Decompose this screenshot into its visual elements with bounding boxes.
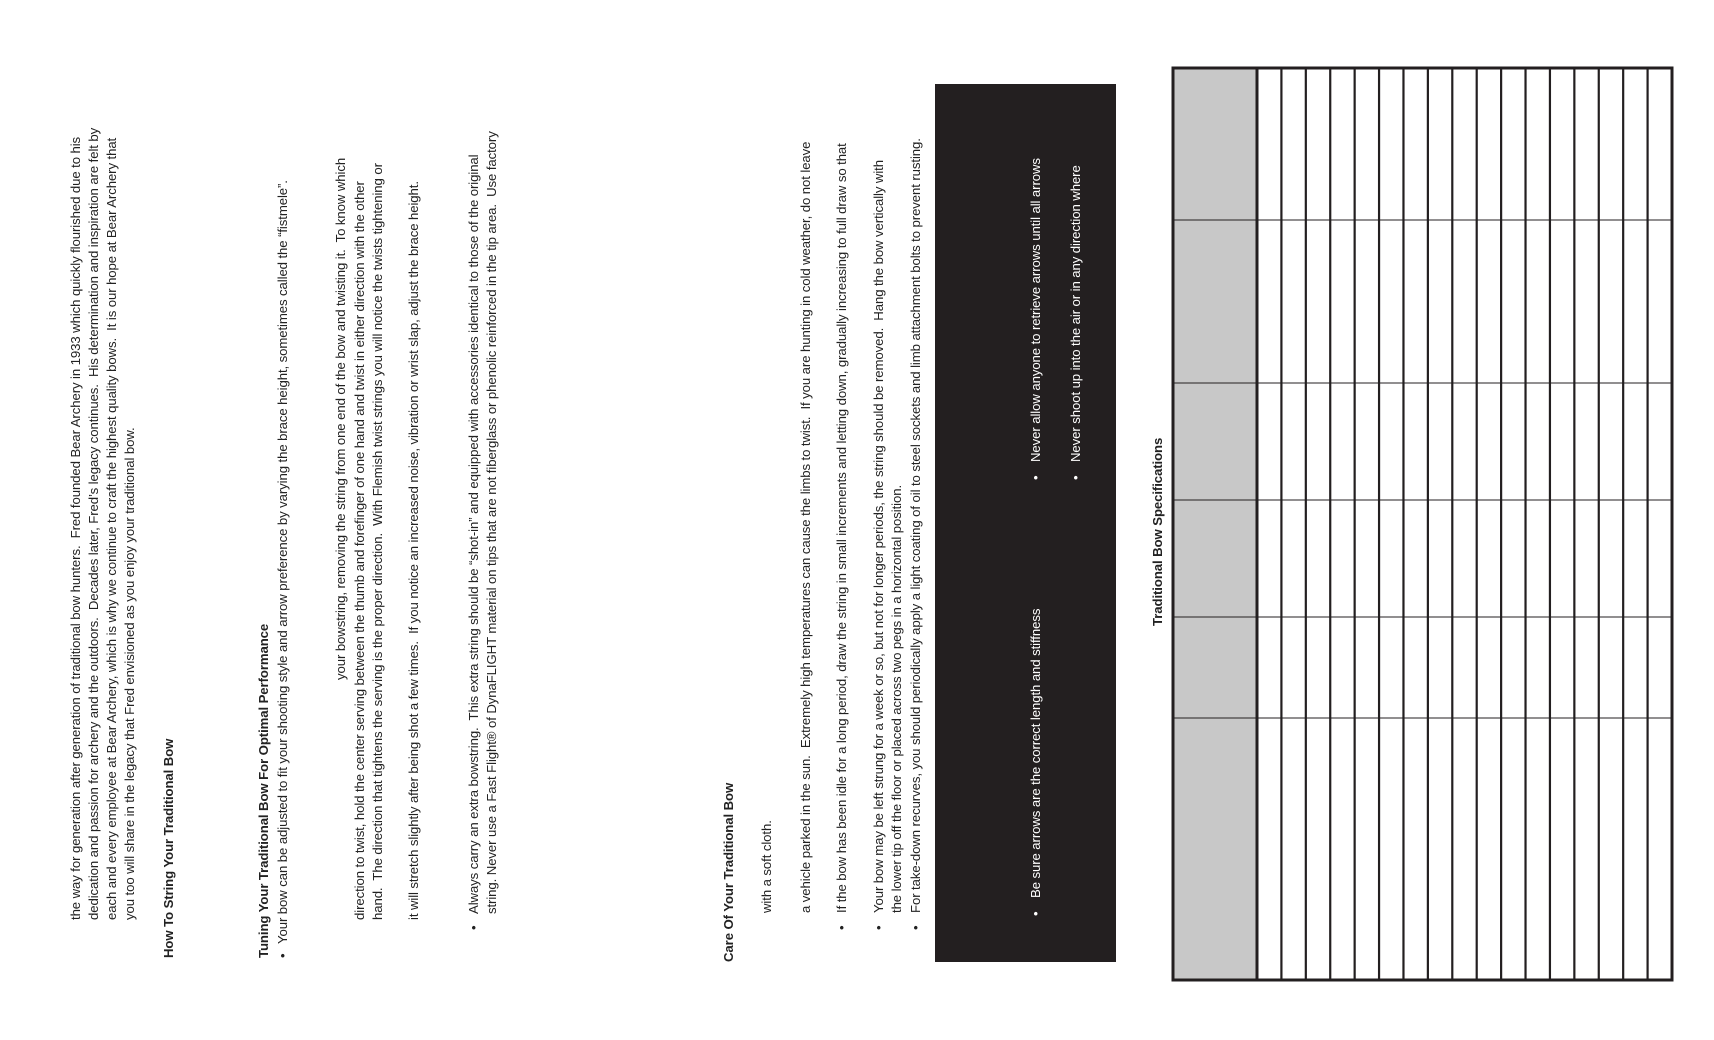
intro-line-2: dedication and passion for archery and the outdoors. Decades later, Fred’s legacy continues. His determination and inspiration are felt by xyxy=(86,127,101,920)
extra-string-line-1: Always carry an extra bowstring. This extra string should be “shot-in” and equipped with accessories identical to those of the original xyxy=(466,154,481,914)
tuning-heading: Tuning Your Traditional Bow For Optimal Performance xyxy=(256,623,271,958)
safety-retrieve-arrows: Never allow anyone to retrieve arrows until all arrows xyxy=(1028,158,1043,462)
care-idle-line: If the bow has been idle for a long period, draw the string in small increments and letting down, gradually increasing to full draw so that xyxy=(834,143,849,913)
care-strung-bullet: • xyxy=(871,925,886,930)
intro-line-3: each and every employee at Bear Archery, which is why we continue to craft the highest quality bows. It is our hope at Bear Archery that xyxy=(104,137,119,920)
string-heading: How To String Your Traditional Bow xyxy=(161,738,176,958)
care-takedown-bullet: • xyxy=(908,925,923,930)
safety-arrow-length: Be sure arrows are the correct length and stiffness xyxy=(1028,608,1043,898)
intro-line-1: the way for generation after generation of traditional bow hunters. Fred founded Bear Archery in 1933 which quickly flourished due to his xyxy=(68,136,83,920)
tuning-twist-line-2: direction to twist, hold the center serving between the thumb and forefinger of one hand and twist in either direction with the other xyxy=(352,181,367,920)
specs-title: Traditional Bow Specifications xyxy=(1150,437,1165,626)
care-vehicle-line: a vehicle parked in the sun. Extremely high temperatures can cause the limbs to twist. If you are hunting in cold weather, do not leave xyxy=(798,141,813,913)
care-strung-line-1: Your bow may be left strung for a week or so, but not for longer periods, the string should be removed. Hang the bow vertically with xyxy=(871,160,886,913)
intro-line-4: you too will share in the legacy that Fred envisioned as you enjoy your traditional bow. xyxy=(122,427,137,920)
tuning-twist-line-1: your bowstring, removing the string from one end of the bow and twisting it. To know which xyxy=(333,157,348,680)
tuning-stretch-line: it will stretch slightly after being shot a few times. If you notice an increased noise, vibration or wrist slap, adjust the brace height. xyxy=(406,181,421,920)
safety-bullet-3: • xyxy=(1068,475,1083,480)
care-strung-line-2: the lower tip off the floor or placed across two pegs in a horizontal position. xyxy=(889,484,904,913)
extra-string-bullet: • xyxy=(466,925,481,930)
care-heading: Care Of Your Traditional Bow xyxy=(721,782,736,962)
care-soft-cloth: with a soft cloth. xyxy=(759,820,774,913)
care-takedown-line: For take-down recurves, you should periodically apply a light coating of oil to steel sockets and limb attachment bolts to prevent rusting. xyxy=(908,138,923,913)
safety-bullet-1: • xyxy=(1028,911,1043,916)
care-idle-bullet: • xyxy=(834,925,849,930)
tuning-bullet: • xyxy=(275,953,290,958)
extra-string-line-2: string. Never use a Fast Flight® of DynaFLIGHT material on tips that are not fiberglass or phenolic reinforced in the tip area. Use factory xyxy=(484,131,499,914)
tuning-twist-line-3: hand. The direction that tightens the serving is the proper direction. With Flemish twist strings you will notice the twists tightening or xyxy=(370,163,385,920)
safety-bullet-2: • xyxy=(1028,475,1043,480)
tuning-brace-line: Your bow can be adjusted to fit your shooting style and arrow preference by varying the brace height, sometimes called the “fistmele”. xyxy=(275,180,290,944)
specs-header-band xyxy=(1173,68,1257,980)
safety-shoot-up: Never shoot up into the air or in any direction where xyxy=(1068,165,1083,462)
